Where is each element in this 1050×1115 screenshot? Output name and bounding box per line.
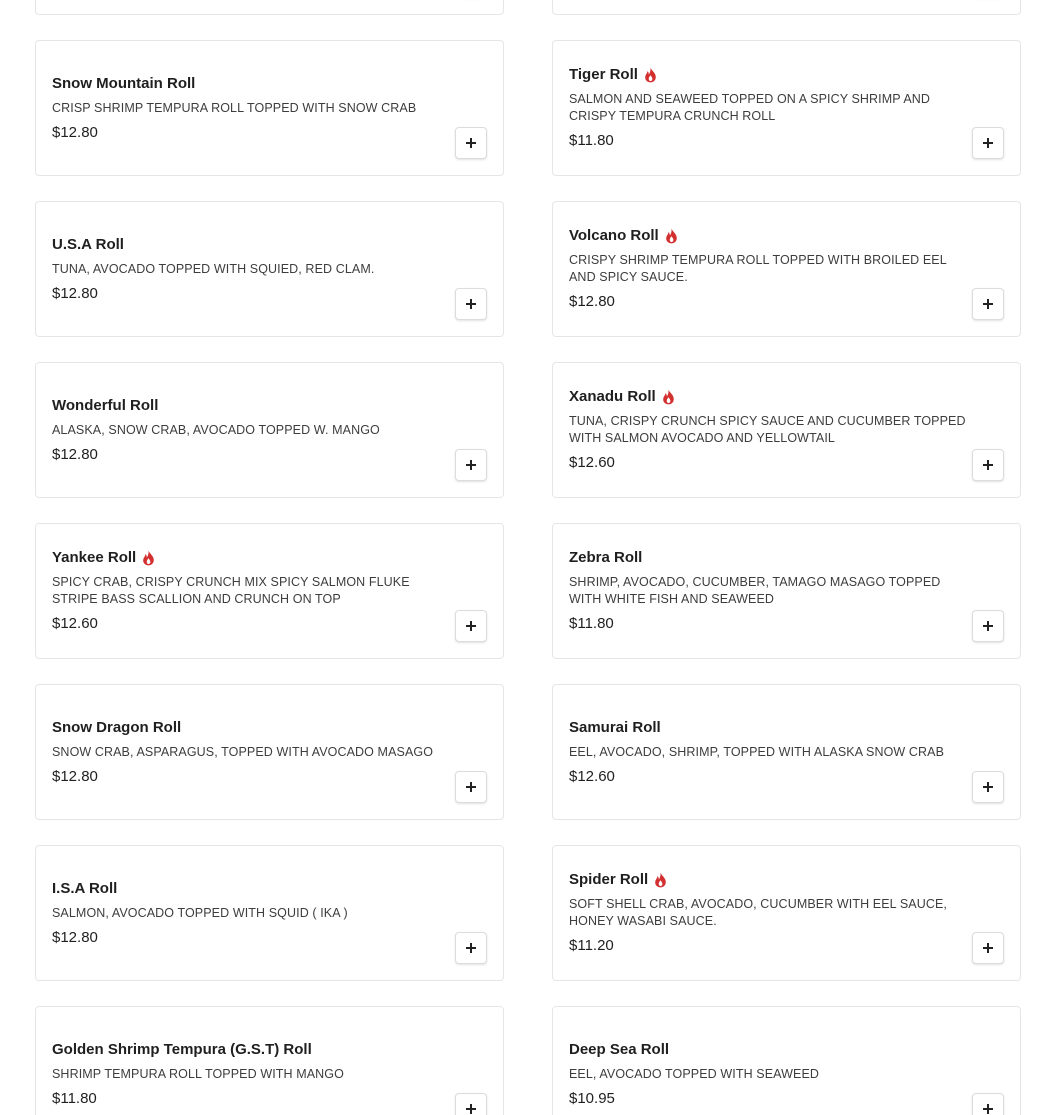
add-to-cart-button[interactable]: [455, 932, 487, 964]
plus-icon: [466, 460, 476, 470]
menu-item-title-row: [569, 718, 968, 738]
spicy-flame-icon: [654, 872, 667, 888]
add-to-cart-button[interactable]: [972, 932, 1004, 964]
menu-item-card[interactable]: [552, 362, 1021, 498]
plus-icon: [466, 299, 476, 309]
menu-item-title-row: [52, 1040, 451, 1060]
menu-item-price: $12.80: [52, 123, 98, 141]
menu-item-description: SOFT SHELL CRAB, AVOCADO, CUCUMBER WITH EEL SAUCE, HONEY WASABI SAUCE.: [569, 897, 947, 928]
menu-item-card[interactable]: [35, 684, 504, 820]
menu-item-card[interactable]: [552, 845, 1021, 981]
plus-icon: [983, 138, 993, 148]
menu-item-name: Deep Sea Roll: [569, 1040, 670, 1058]
menu-item-description: SALMON, AVOCADO TOPPED WITH SQUID ( IKA ): [52, 905, 348, 920]
menu-item-name: Zebra Roll: [569, 549, 643, 566]
menu-item-title-row: [569, 1040, 968, 1060]
menu-item-card[interactable]: [552, 684, 1021, 820]
spicy-flame-icon: [665, 228, 678, 244]
menu-item-card[interactable]: [552, 40, 1021, 176]
menu-item-name: U.S.A Roll: [52, 235, 124, 253]
menu-item-title-row: [52, 74, 451, 94]
menu-item-price: $11.20: [569, 937, 614, 954]
add-to-cart-button[interactable]: [455, 127, 487, 159]
plus-icon: [466, 621, 476, 631]
menu-item-card[interactable]: [35, 1006, 504, 1115]
menu-item-description: EEL, AVOCADO TOPPED WITH SEAWEED: [569, 1066, 820, 1081]
add-to-cart-button[interactable]: [972, 1093, 1004, 1115]
menu-item-title-row: [52, 548, 451, 568]
menu-item-description: SHRIMP TEMPURA ROLL TOPPED WITH MANGO: [52, 1066, 344, 1081]
menu-item-card[interactable]: [552, 1006, 1021, 1115]
menu-item-title-row: [52, 396, 451, 416]
menu-item-name: I.S.A Roll: [52, 879, 118, 897]
menu-item-description: SNOW CRAB, ASPARAGUS, TOPPED WITH AVOCADO MASAGO: [52, 744, 434, 759]
add-to-cart-button[interactable]: [455, 610, 487, 642]
menu-item-name: Golden Shrimp Tempura (G.S.T) Roll: [52, 1040, 312, 1058]
plus-icon: [466, 782, 476, 792]
menu-item-price: $12.80: [52, 767, 98, 785]
menu-item-title-row: [569, 65, 968, 85]
menu-item-card[interactable]: [35, 0, 504, 15]
menu-item-name: Yankee Roll: [52, 549, 137, 566]
menu-item-name: Volcano Roll: [569, 227, 659, 244]
add-to-cart-button[interactable]: [972, 449, 1004, 481]
plus-icon: [983, 460, 993, 470]
add-to-cart-button[interactable]: [972, 127, 1004, 159]
menu-item-description: EEL, AVOCADO, SHRIMP, TOPPED WITH ALASKA SNOW CRAB: [569, 744, 945, 759]
menu-item-card[interactable]: [35, 362, 504, 498]
menu-item-card[interactable]: [35, 201, 504, 337]
menu-item-price: $10.95: [569, 1089, 615, 1107]
spicy-flame-icon: [662, 389, 675, 405]
add-to-cart-button[interactable]: [972, 610, 1004, 642]
add-to-cart-button[interactable]: [972, 288, 1004, 320]
menu-item-title-row: [569, 226, 968, 246]
menu-item-description: CRISPY SHRIMP TEMPURA ROLL TOPPED WITH BROILED EEL AND SPICY SAUCE.: [569, 253, 947, 284]
menu-item-card[interactable]: [552, 523, 1021, 659]
menu-item-price: $11.80: [569, 132, 614, 149]
plus-icon: [466, 138, 476, 148]
spicy-flame-icon: [142, 550, 155, 566]
menu-item-title-row: [52, 235, 451, 255]
plus-icon: [466, 1104, 476, 1114]
menu-item-price: $11.80: [569, 615, 614, 632]
menu-item-name: Spider Roll: [569, 871, 649, 888]
menu-item-card[interactable]: [35, 845, 504, 981]
menu-item-description: TUNA, CRISPY CRUNCH SPICY SAUCE AND CUCUMBER TOPPED WITH SALMON AVOCADO AND YELLOWTAIL: [569, 414, 966, 445]
menu-item-title-row: [569, 870, 968, 890]
menu-item-price: $12.60: [569, 767, 615, 785]
menu-item-price: $12.80: [52, 928, 98, 946]
menu-item-price: $12.80: [52, 284, 98, 302]
add-to-cart-button[interactable]: [972, 771, 1004, 803]
add-to-cart-button[interactable]: [455, 288, 487, 320]
add-to-cart-button[interactable]: [455, 771, 487, 803]
menu-item-title-row: [52, 879, 451, 899]
menu-item-name: Samurai Roll: [569, 718, 661, 736]
menu-item-grid: [35, 0, 1021, 1115]
menu-item-name: Xanadu Roll: [569, 388, 656, 405]
menu-item-title-row: [569, 548, 968, 568]
menu-item-card[interactable]: [35, 40, 504, 176]
plus-icon: [983, 943, 993, 953]
menu-item-description: SALMON AND SEAWEED TOPPED ON A SPICY SHRIMP AND CRISPY TEMPURA CRUNCH ROLL: [569, 92, 931, 123]
menu-item-card[interactable]: [552, 0, 1021, 15]
menu-item-name: Snow Dragon Roll: [52, 718, 182, 736]
menu-item-card[interactable]: [35, 523, 504, 659]
menu-item-name: Tiger Roll: [569, 66, 638, 83]
menu-item-price: $12.80: [569, 293, 615, 310]
add-to-cart-button[interactable]: [455, 449, 487, 481]
plus-icon: [983, 299, 993, 309]
plus-icon: [466, 943, 476, 953]
menu-item-description: ALASKA, SNOW CRAB, AVOCADO TOPPED W. MANGO: [52, 422, 380, 437]
menu-item-title-row: [52, 718, 451, 738]
menu-item-name: Snow Mountain Roll: [52, 74, 196, 92]
menu-item-description: SHRIMP, AVOCADO, CUCUMBER, TAMAGO MASAGO TOPPED WITH WHITE FISH AND SEAWEED: [569, 575, 941, 606]
plus-icon: [983, 621, 993, 631]
menu-item-title-row: [569, 387, 968, 407]
menu-item-price: $12.80: [52, 445, 98, 463]
plus-icon: [983, 782, 993, 792]
menu-item-card[interactable]: [552, 201, 1021, 337]
menu-item-description: SPICY CRAB, CRISPY CRUNCH MIX SPICY SALMON FLUKE STRIPE BASS SCALLION AND CRUNCH ON TOP: [52, 575, 410, 606]
menu-item-price: $11.80: [52, 1089, 97, 1107]
spicy-flame-icon: [644, 67, 657, 83]
menu-item-name: Wonderful Roll: [52, 396, 159, 414]
plus-icon: [983, 1104, 993, 1114]
menu-item-price: $12.60: [569, 454, 615, 471]
menu-item-description: CRISP SHRIMP TEMPURA ROLL TOPPED WITH SNOW CRAB: [52, 100, 417, 115]
add-to-cart-button[interactable]: [455, 1093, 487, 1115]
menu-item-description: TUNA, AVOCADO TOPPED WITH SQUIED, RED CLAM.: [52, 261, 375, 276]
menu-item-price: $12.60: [52, 615, 98, 632]
